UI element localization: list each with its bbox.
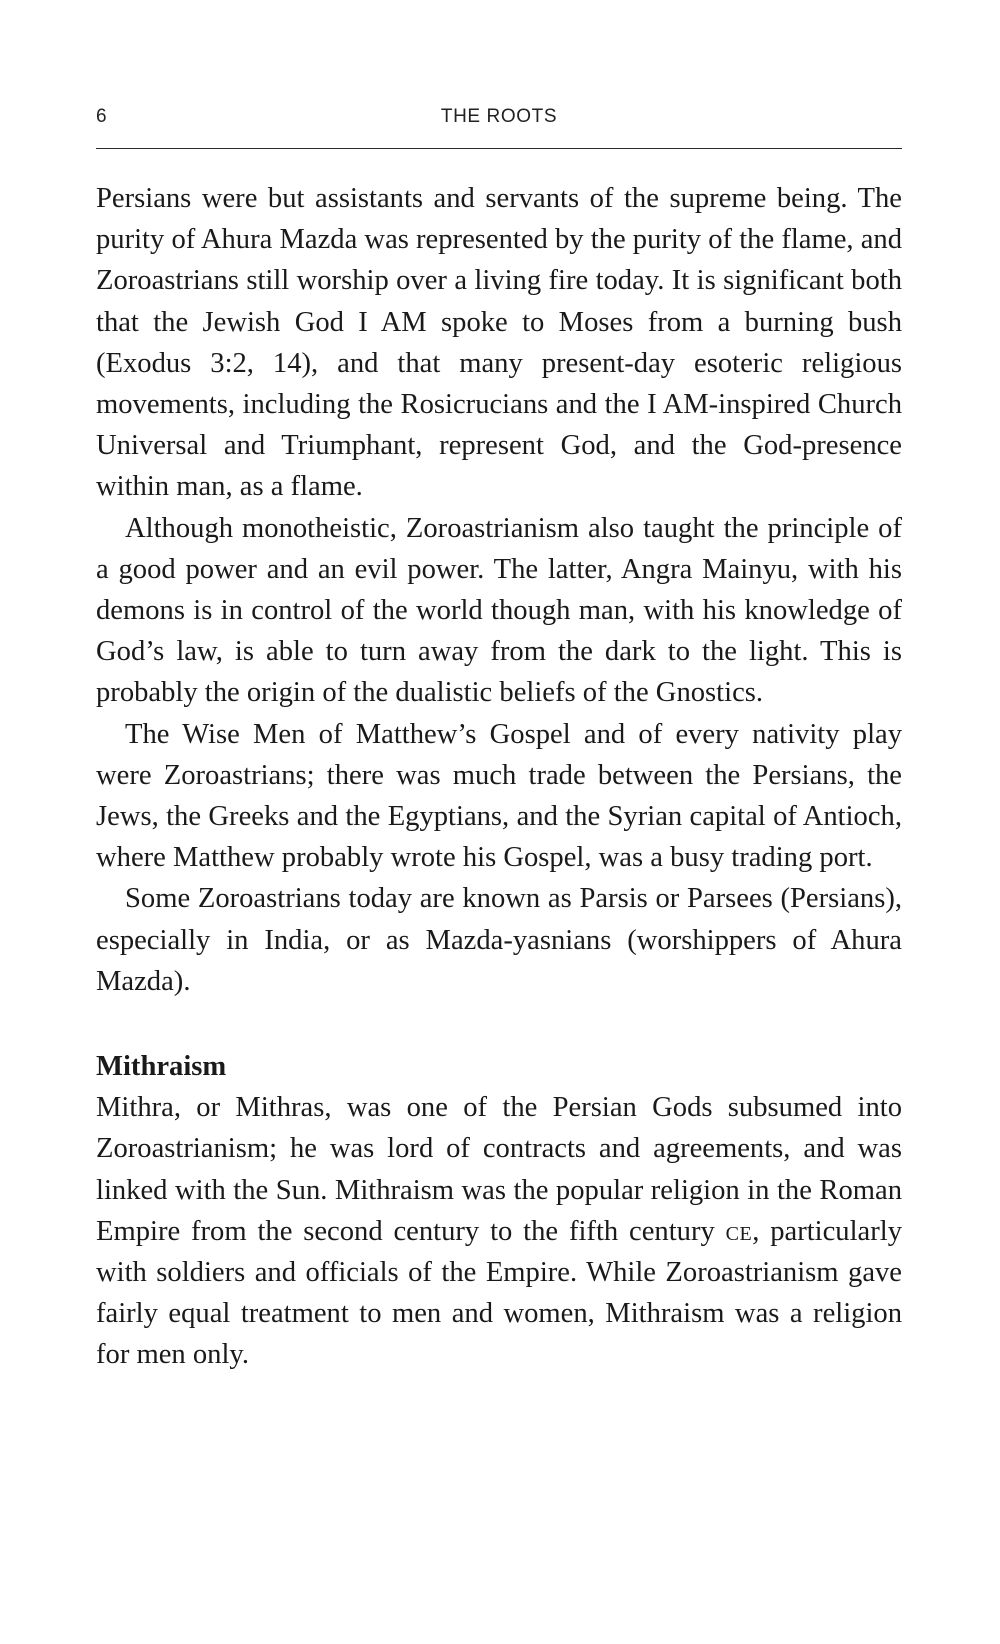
body-text [96,178,902,1376]
header-rule [96,148,902,149]
paragraph-parsis: Some Zoroastrians today are known as Parsis or Parsees (Persians), especially in India, or as Mazda-yasnians (worshippers of Ahura Mazda). [96,883,902,997]
running-title: THE ROOTS [440,106,558,127]
paragraph-good-evil-power: Although monotheistic, Zoroastrianism also taught the principle of a good power and an evil power. The latter, Angra Mainyu, with his demons is in control of the world though man, with his knowledge of God’s law, is able to turn away from the dark to the light. This is probably the origin of the dualistic beliefs of the Gnostics. [96,512,902,709]
page-number: 6 [96,106,108,127]
running-head [96,106,902,140]
paragraph-mithraism [96,1087,902,1375]
section-heading-mithraism: Mithraism [96,1051,227,1083]
paragraph-persians-flame: Persians were but assistants and servants of the supreme being. The purity of Ahura Mazda was represented by the purity of the flame, and Zoroastrians still worship over a living fire today. It is significant both that the Jewish God I AM spoke to Moses from a burning bush (Exodus 3:2, 14), and that many present-day esoteric religious movements, including the Rosicrucians and the I AM-inspired Church Universal and Triumphant, represent God, and the God-presence within man, as a flame. [96,183,902,503]
mithraism-text-part2: , particularly with soldiers and officials of the Empire. While Zoroastrianism gave fairly equal treatment to men and women, Mithraism was a religion for men only. [96,1215,902,1371]
era-abbreviation: ce [725,1215,753,1247]
mithraism-text-part1: Mithra, or Mithras, was one of the Persian Gods subsumed into Zoroastrianism; he was lord of contracts and agreements, and was linked with the Sun. Mithraism was the popular religion in the Roman Empire from the second century to the fifth century [96,1092,902,1247]
paragraph-wise-men: The Wise Men of Matthew’s Gospel and of every nativity play were Zoroastrians; there was much trade between the Persians, the Jews, the Greeks and the Egyptians, and the Syrian capital of Antioch, where Matthew probably wrote his Gospel, was a busy trading port. [96,718,902,874]
